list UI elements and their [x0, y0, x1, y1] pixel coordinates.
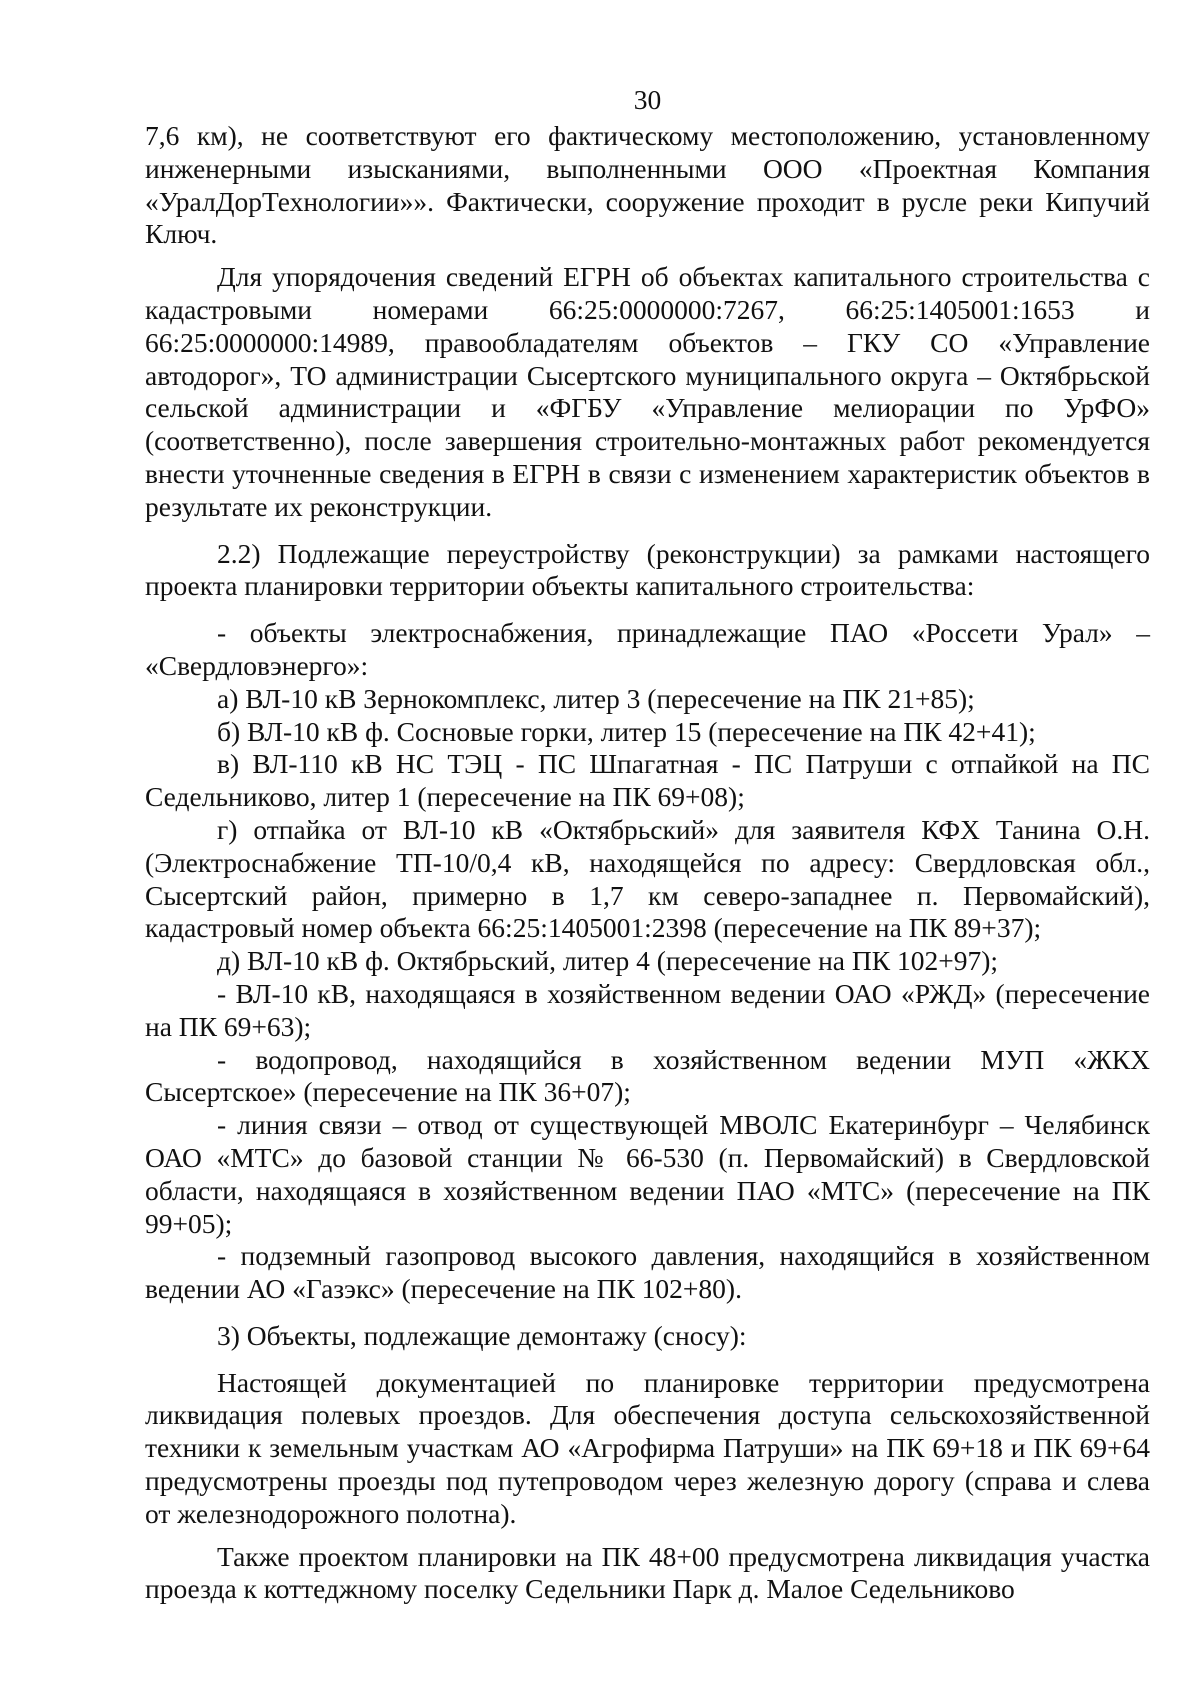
paragraph-section-3: 3) Объекты, подлежащие демонтажу (сносу): — [217, 1319, 747, 1351]
list-item-g: г) отпайка от ВЛ-10 кВ «Октябрьский» для заявителя КФХ Танина О.Н. (Электроснабжение ТП-10/0,4 кВ, находящейся по адресу: Свердловская обл., Сысертский район, примерно в 1,7 км северо-западнее п. Первомайский), кадастровый номер объекта 66:25:1405001:2398 (пересечение на ПК 89+37); — [145, 813, 1150, 944]
document-page — [145, 84, 1150, 1606]
page-number: 30 — [633, 84, 662, 115]
paragraph-section-2-2: 2.2) Подлежащие переустройству (реконструкции) за рамками настоящего проекта планировки территории объекты капитального строительства: — [145, 537, 1150, 602]
paragraph-driveway-liquidation: Также проектом планировки на ПК 48+00 предусмотрена ликвидация участка проезда к коттеджному поселку Седельники Парк д. Малое Седельниково — [145, 1540, 1150, 1605]
list-item-rzd-line: - ВЛ-10 кВ, находящаяся в хозяйственном ведении ОАО «РЖД» (пересечение на ПК 69+63); — [145, 977, 1150, 1042]
list-item-water-pipe: - водопровод, находящийся в хозяйственном ведении МУП «ЖКХ Сысертское» (пересечение на ПК 36+07); — [145, 1043, 1150, 1108]
list-item-a: а) ВЛ-10 кВ Зернокомплекс, литер 3 (пересечение на ПК 21+85); — [217, 682, 975, 714]
list-item-b: б) ВЛ-10 кВ ф. Сосновые горки, литер 15 (пересечение на ПК 42+41); — [217, 715, 1036, 747]
list-item-power-supply: - объекты электроснабжения, принадлежащие ПАО «Россети Урал» – «Свердловэнерго»: — [145, 617, 1150, 681]
list-item-gas-pipeline: - подземный газопровод высокого давления, находящийся в хозяйственном ведении АО «Газэкс» (пересечение на ПК 102+80). — [145, 1240, 1150, 1305]
paragraph-field-roads: Настоящей документацией по планировке территории предусмотрена ликвидация полевых проездов. Для обеспечения доступа сельскохозяйственной техники к земельным участкам АО «Агрофирма Патруши» на ПК 69+18 и ПК 69+64 предусмотрены проезды под путепроводом через железную дорогу (справа и слева от железнодорожного полотна). — [145, 1366, 1150, 1529]
list-item-v: в) ВЛ-110 кВ НС ТЭЦ - ПС Шпагатная - ПС Патруши с отпайкой на ПС Седельниково, литер 1 (пересечение на ПК 69+08); — [145, 748, 1150, 813]
list-item-d: д) ВЛ-10 кВ ф. Октябрьский, литер 4 (пересечение на ПК 102+97); — [217, 945, 999, 977]
paragraph-continuation: 7,6 км), не соответствуют его фактическому местоположению, установленному инженерными изысканиями, выполненными ООО «Проектная Компания «УралДорТехнологии»». Фактически, сооружение проходит в русле реки Кипучий Ключ. — [145, 120, 1150, 250]
paragraph-egrn-recommendation: Для упорядочения сведений ЕГРН об объектах капитального строительства с кадастровыми номерами 66:25:0000000:7267, 66:25:1405001:1653 и 66:25:0000000:14989, правообладателям объектов – ГКУ СО «Управление автодорог», ТО администрации Сысертского муниципального округа – Октябрьской сельской администрации и «ФГБУ «Управление мелиорации по УрФО» (соответственно), после завершения строительно-монтажных работ рекомендуется внести уточненные сведения в ЕГРН в связи с изменением характеристик объектов в результате их реконструкции. — [145, 261, 1150, 522]
list-item-communication-line: - линия связи – отвод от существующей МВОЛС Екатеринбург – Челябинск ОАО «МТС» до базовой станции № 66-530 (п. Первомайский) в Свердловской области, находящаяся в хозяйственном ведении ПАО «МТС» (пересечение на ПК 99+05); — [145, 1109, 1150, 1239]
